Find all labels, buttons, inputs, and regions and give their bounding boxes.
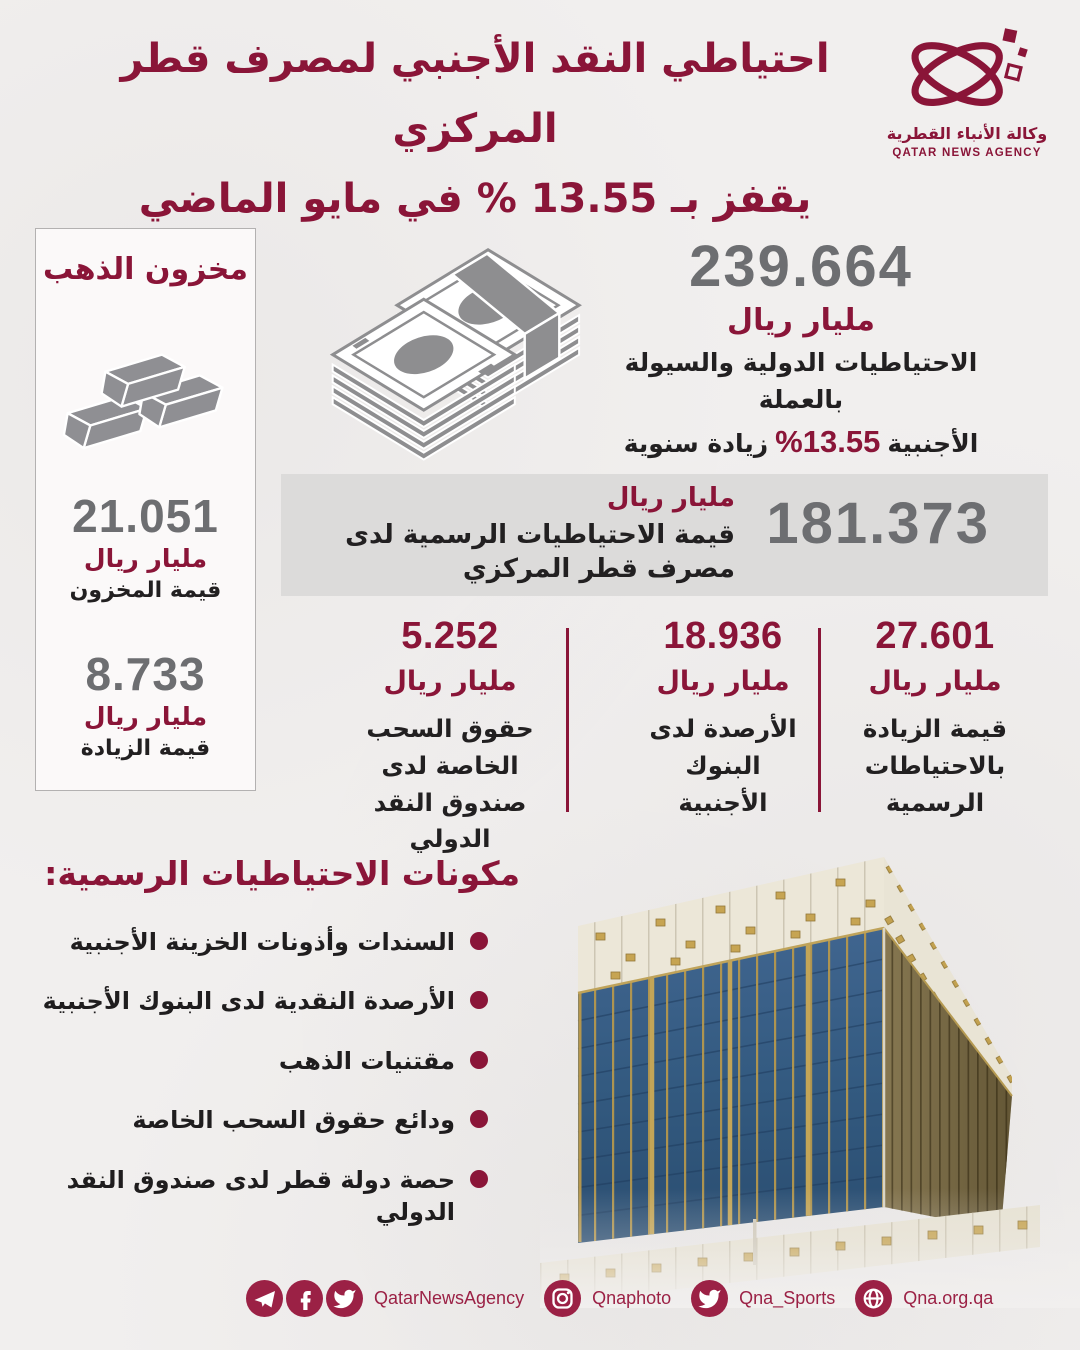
website-link[interactable]: Qna.org.qa	[903, 1288, 994, 1308]
title-line-2: يقفز بـ 13.55 % في مايو الماضي	[138, 176, 812, 222]
footer-social-bar	[246, 1280, 993, 1317]
gold-stock-stat	[36, 491, 255, 603]
telegram-icon[interactable]	[246, 1280, 283, 1317]
column-divider	[566, 628, 569, 812]
list-item	[18, 1164, 488, 1229]
gold-increase-stat	[36, 649, 255, 761]
page-title	[40, 24, 910, 234]
list-item-label: حصة دولة قطر لدى صندوق النقد الدولي	[66, 1165, 455, 1226]
components-list	[18, 926, 488, 1255]
gold-increase-label: قيمة الزيادة	[80, 735, 211, 761]
social-icon-strip	[246, 1280, 363, 1317]
qna-swirl-icon	[900, 24, 1034, 118]
stat-column-sdr	[335, 615, 565, 858]
social-group-instagram	[544, 1280, 671, 1317]
column-divider	[818, 628, 821, 812]
title-line-1: احتياطي النقد الأجنبي لمصرف قطر المركزي	[120, 36, 830, 152]
stat-value: 5.252	[401, 615, 499, 657]
reserves-desc-line2: الأجنبية	[887, 428, 979, 458]
stat-unit: مليار ريال	[868, 666, 1002, 697]
gold-reserves-panel	[35, 228, 256, 791]
stat-column-foreign-bank-balances	[643, 615, 803, 821]
list-item-label: مقتنيات الذهب	[278, 1046, 455, 1075]
stat-column-official-increase	[850, 615, 1020, 821]
central-bank-building-photo	[540, 833, 1080, 1308]
globe-icon[interactable]	[855, 1280, 892, 1317]
list-item-label: الأرصدة النقدية لدى البنوك الأجنبية	[42, 987, 455, 1016]
official-reserves-value: 181.373	[766, 491, 990, 556]
international-reserves-stat	[615, 234, 987, 465]
instagram-icon[interactable]	[544, 1280, 581, 1317]
stat-unit: مليار ريال	[656, 666, 790, 697]
qna-social-handle[interactable]: QatarNewsAgency	[374, 1288, 525, 1308]
stat-label: قيمة الزيادة بالاحتياطات الرسمية	[862, 714, 1008, 817]
facebook-icon[interactable]	[286, 1280, 323, 1317]
bullet-dot-icon	[470, 1051, 488, 1069]
stat-value: 27.601	[875, 615, 995, 657]
social-group-twitter	[691, 1280, 835, 1317]
official-reserves-band	[281, 474, 1048, 596]
list-item-label: ودائع حقوق السحب الخاصة	[132, 1106, 455, 1135]
instagram-handle[interactable]: Qnaphoto	[592, 1288, 672, 1308]
gold-panel-title: مخزون الذهب	[43, 252, 248, 287]
reserves-desc-suffix: زيادة سنوية	[623, 428, 769, 458]
official-reserves-label: قيمة الاحتياطيات الرسمية لدى مصرف قطر المركزي	[345, 519, 735, 585]
twitter-handle[interactable]: Qna_Sports	[739, 1288, 836, 1308]
official-reserves-unit: مليار ريال	[606, 483, 735, 513]
logo-name-arabic: وكالة الأنباء القطرية	[886, 123, 1048, 143]
bullet-dot-icon	[470, 1110, 488, 1128]
components-section-title: مكونات الاحتياطيات الرسمية:	[44, 854, 520, 893]
social-group-website	[855, 1280, 993, 1317]
money-stack-icon	[303, 228, 590, 461]
reserves-value: 239.664	[689, 234, 913, 299]
gold-increase-value: 8.733	[85, 648, 206, 700]
stat-value: 18.936	[663, 615, 783, 657]
official-reserves-label-block	[305, 482, 735, 586]
list-item	[18, 1104, 488, 1136]
gold-stock-label: قيمة المخزون	[69, 577, 222, 603]
stat-unit: مليار ريال	[383, 666, 517, 697]
twitter-icon[interactable]	[691, 1280, 728, 1317]
stat-label: الأرصدة لدى البنوك الأجنبية	[649, 714, 797, 817]
reserves-unit: مليار ريال	[727, 302, 875, 338]
list-item	[18, 1045, 488, 1077]
list-item	[18, 985, 488, 1017]
gold-stock-unit: مليار ريال	[83, 543, 208, 573]
list-item	[18, 926, 488, 958]
gold-stock-value: 21.051	[72, 490, 219, 542]
qna-logo	[882, 24, 1052, 159]
reserves-description	[615, 344, 987, 466]
social-group-qna	[246, 1280, 524, 1317]
gold-increase-unit: مليار ريال	[83, 701, 208, 731]
twitter-icon[interactable]	[326, 1280, 363, 1317]
gold-bars-icon	[62, 349, 230, 455]
bullet-dot-icon	[470, 991, 488, 1009]
stat-label: حقوق السحب الخاصة لدى صندوق النقد الدولي	[366, 714, 534, 854]
bullet-dot-icon	[470, 1170, 488, 1188]
bullet-dot-icon	[470, 932, 488, 950]
growth-percentage: %13.55	[775, 423, 881, 459]
list-item-label: السندات وأذونات الخزينة الأجنبية	[69, 928, 455, 956]
logo-name-english: QATAR NEWS AGENCY	[892, 146, 1042, 159]
reserves-desc-line1: الاحتياطيات الدولية والسيولة بالعملة	[624, 347, 978, 415]
